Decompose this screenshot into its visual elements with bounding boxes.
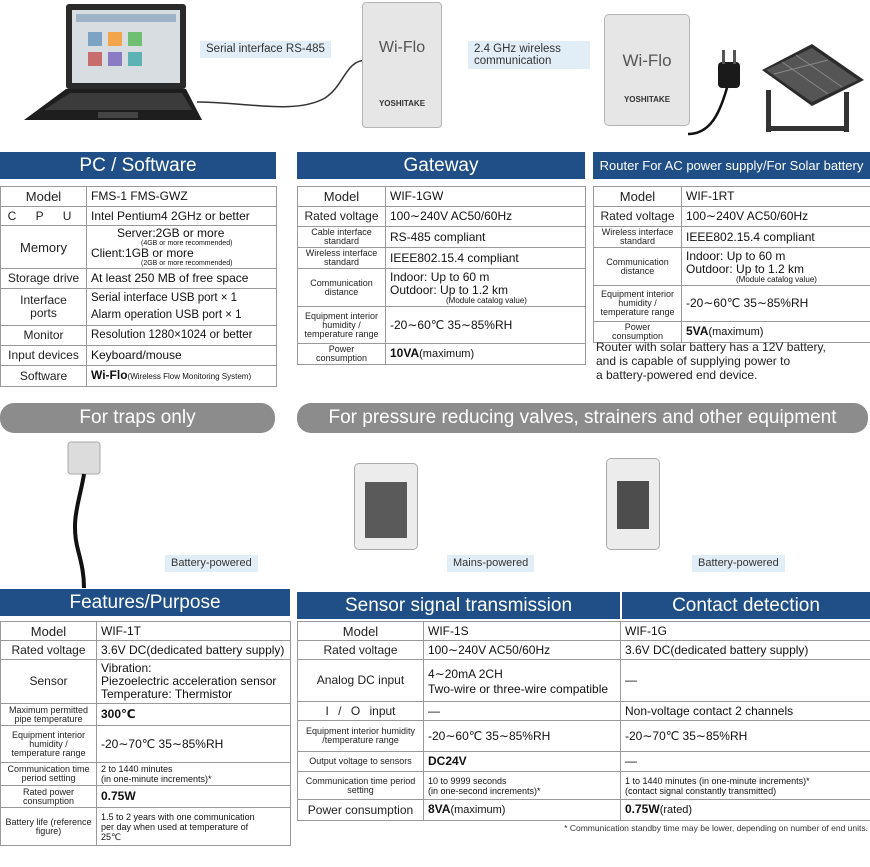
table-row <box>298 269 586 307</box>
row-key: Equipment interior humidity /temperature range <box>298 721 424 752</box>
table-row <box>1 326 277 346</box>
row-key: Rated power consumption <box>1 786 97 808</box>
router-note <box>596 340 868 382</box>
row-value <box>386 344 586 365</box>
row-key: Equipment interior humidity / temperature range <box>298 307 386 344</box>
note-line: a battery-powered end device. <box>596 368 758 382</box>
row-value: 100∼240V AC50/60Hz <box>424 641 621 660</box>
table-row <box>1 346 277 366</box>
row-value: 3.6V DC(dedicated battery supply) <box>97 641 291 660</box>
row-value-2: WIF-1G <box>621 622 870 641</box>
table-row <box>298 227 586 248</box>
value-line: Two-wire or three-wire compatible <box>428 682 609 696</box>
value-line: (Module catalog value) <box>736 274 817 284</box>
row-key: Monitor <box>1 326 87 346</box>
row-key: Communication time period setting <box>298 772 424 800</box>
value-line: Outdoor: Up to 1.2 km <box>390 282 509 297</box>
memory-server: Server:2GB or more <box>117 226 225 240</box>
row-value: WIF-1S <box>424 622 621 641</box>
value-line: 25℃ <box>101 831 122 842</box>
row-key <box>1 289 87 326</box>
row-key: Wireless interface standard <box>298 248 386 269</box>
table-row <box>1 786 291 808</box>
pc-software-header: PC / Software <box>0 152 276 179</box>
value-line: Indoor: Up to 60 m <box>686 248 786 263</box>
row-value: -20∼60℃ 35∼85%RH <box>386 307 586 344</box>
value-line: 10 to 9999 seconds <box>428 775 507 786</box>
row-value <box>87 289 277 326</box>
router-device <box>604 14 690 126</box>
memory-client: Client:1GB or more <box>91 246 194 260</box>
row-value <box>87 226 277 269</box>
row-value: IEEE802.15.4 compliant <box>682 227 870 248</box>
laptop-illustration <box>18 2 203 127</box>
sensor-spec-table <box>297 621 870 821</box>
table-row <box>1 269 277 289</box>
footnote: * Communication standby time may be lower, depending on number of end units. <box>564 823 868 833</box>
value-main: 5VA <box>686 324 709 338</box>
table-row <box>594 207 870 227</box>
table-row <box>1 226 277 269</box>
table-row <box>298 800 870 821</box>
row-key: Maximum permitted pipe temperature <box>1 704 97 726</box>
value-line: per day when used at temperature of <box>101 821 249 832</box>
row-key: Output voltage to sensors <box>298 752 424 772</box>
row-value: FMS-1 FMS-GWZ <box>87 187 277 207</box>
table-row <box>298 660 870 702</box>
row-key: Rated voltage <box>594 207 682 227</box>
router-header: Router For AC power supply/For Solar battery <box>593 152 870 179</box>
row-value: — <box>424 702 621 721</box>
table-row <box>1 726 291 763</box>
table-row <box>1 704 291 726</box>
row-value: 300℃ <box>97 704 291 726</box>
row-value <box>97 660 291 704</box>
table-row <box>1 641 291 660</box>
row-value: RS-485 compliant <box>386 227 586 248</box>
contact-detection-header: Contact detection <box>622 592 870 619</box>
sensor-box-interior <box>365 482 407 538</box>
row-value <box>97 763 291 786</box>
key-line: ports <box>30 306 57 320</box>
table-row <box>298 344 586 365</box>
software-subtitle: (Wireless Flow Monitoring System) <box>127 372 252 381</box>
row-value: Resolution 1280×1024 or better <box>87 326 277 346</box>
table-row <box>298 641 870 660</box>
value-line: Piezoelectric acceleration sensor <box>101 674 277 688</box>
value-line: (in one-minute increments)* <box>101 774 212 784</box>
value-line: 2 to 1440 minutes <box>101 764 173 774</box>
row-value <box>386 269 586 307</box>
table-row <box>1 660 291 704</box>
row-key: Equipment interior humidity / temperature range <box>594 286 682 322</box>
row-value: 100∼240V AC50/60Hz <box>386 207 586 227</box>
features-spec-table <box>0 621 291 846</box>
gateway-header: Gateway <box>297 152 585 179</box>
row-value-2: — <box>621 660 870 702</box>
router-brand: Wi-Flo <box>622 51 672 70</box>
value-line: 1.5 to 2 years with one communication <box>101 811 255 822</box>
row-value: Keyboard/mouse <box>87 346 277 366</box>
row-key: Rated voltage <box>298 207 386 227</box>
table-row <box>298 207 586 227</box>
wireless-label: 2.4 GHz wireless communication <box>468 41 590 69</box>
trap-sensor-illustration <box>60 440 110 590</box>
row-key: Power consumption <box>298 800 424 821</box>
row-key: Model <box>298 622 424 641</box>
row-value: 100∼240V AC50/60Hz <box>682 207 870 227</box>
row-value-2: — <box>621 752 870 772</box>
table-row <box>594 187 870 207</box>
value-line: Alarm operation USB port × 1 <box>91 309 242 321</box>
row-key: Communication time period setting <box>1 763 97 786</box>
value-extra: (rated) <box>659 804 693 816</box>
table-row <box>298 702 870 721</box>
gateway-spec-table <box>297 186 586 365</box>
row-key: Storage drive <box>1 269 87 289</box>
note-line: Router with solar battery has a 12V battery, <box>596 340 826 354</box>
software-name: Wi-Flo <box>91 368 128 382</box>
solar-panel-illustration <box>752 40 867 135</box>
note-line: and is capable of supplying power to <box>596 354 791 368</box>
row-value: IEEE802.15.4 compliant <box>386 248 586 269</box>
table-row <box>298 622 870 641</box>
traps-section-pill: For traps only <box>0 403 275 433</box>
value-extra: (maximum) <box>708 326 764 338</box>
key-line: Interface <box>20 293 67 307</box>
value-line: Indoor: Up to 60 m <box>390 269 490 284</box>
battery-power-tag: Battery-powered <box>692 555 785 572</box>
row-key: Analog DC input <box>298 660 424 702</box>
row-value-2 <box>621 800 870 821</box>
row-key: Wireless interface standard <box>594 227 682 248</box>
gateway-maker: YOSHITAKE <box>378 99 426 108</box>
row-key: Input devices <box>1 346 87 366</box>
row-key: Model <box>1 187 87 207</box>
table-row <box>1 808 291 846</box>
row-key: Rated voltage <box>298 641 424 660</box>
row-key: Power consumption <box>298 344 386 365</box>
sensor-box-illustration <box>354 463 418 550</box>
value-extra: (maximum) <box>419 348 475 360</box>
row-key: C P U <box>1 207 87 226</box>
value-line: 4∼20mA 2CH <box>428 667 503 681</box>
router-maker: YOSHITAKE <box>623 95 671 104</box>
table-row <box>1 622 291 641</box>
memory-client-note: (2GB or more recommended) <box>141 260 233 267</box>
value-extra: (maximum) <box>450 804 506 816</box>
memory-server-note: (4GB or more recommended) <box>141 240 233 247</box>
table-row <box>1 187 277 207</box>
row-value: 0.75W <box>97 786 291 808</box>
contact-box-interior <box>617 481 649 529</box>
row-value-2: -20∼70℃ 35∼85%RH <box>621 721 870 752</box>
table-row <box>298 721 870 752</box>
row-key: Sensor <box>1 660 97 704</box>
row-value: -20∼60℃ 35∼85%RH <box>682 286 870 322</box>
value-line: Outdoor: Up to 1.2 km <box>686 261 805 276</box>
table-row <box>594 248 870 286</box>
table-row <box>594 227 870 248</box>
table-row <box>1 207 277 226</box>
row-key: Communication distance <box>298 269 386 307</box>
row-value: Intel Pentium4 2GHz or better <box>87 207 277 226</box>
pressure-section-pill: For pressure reducing valves, strainers and other equipment <box>297 403 868 433</box>
row-value <box>424 772 621 800</box>
trap-power-tag: Battery-powered <box>165 555 258 572</box>
row-value-2 <box>621 772 870 800</box>
pc-spec-table <box>0 186 277 387</box>
features-header: Features/Purpose <box>0 589 290 616</box>
row-value-2: Non-voltage contact 2 channels <box>621 702 870 721</box>
row-value: -20∼60℃ 35∼85%RH <box>424 721 621 752</box>
row-value <box>424 800 621 821</box>
row-value <box>424 660 621 702</box>
value-line: (contact signal constantly transmitted) <box>625 785 777 796</box>
table-row <box>298 248 586 269</box>
row-value: DC24V <box>424 752 621 772</box>
power-plug-icon <box>680 44 755 139</box>
row-key: Communication distance <box>594 248 682 286</box>
value-main: 0.75W <box>625 802 660 816</box>
row-key: Cable interface standard <box>298 227 386 248</box>
value-line: Vibration: <box>101 661 152 675</box>
table-row <box>298 752 870 772</box>
value-line: 1 to 1440 minutes (in one-minute increments)* <box>625 775 810 786</box>
row-value: WIF-1GW <box>386 187 586 207</box>
table-row <box>1 763 291 786</box>
row-key: Battery life (reference figure) <box>1 808 97 846</box>
value-main: 10VA <box>390 346 420 360</box>
row-value-2: 3.6V DC(dedicated battery supply) <box>621 641 870 660</box>
row-key: Power consumption <box>594 322 682 343</box>
row-value: WIF-1RT <box>682 187 870 207</box>
table-row <box>298 772 870 800</box>
value-line: (in one-second increments)* <box>428 785 541 796</box>
value-line: (Module catalog value) <box>446 295 527 305</box>
table-row <box>1 366 277 387</box>
row-key: Model <box>594 187 682 207</box>
row-value: -20∼70℃ 35∼85%RH <box>97 726 291 763</box>
row-key: Software <box>1 366 87 387</box>
table-row <box>298 307 586 344</box>
row-value <box>682 248 870 286</box>
value-line: Temperature: Thermistor <box>101 687 233 701</box>
row-value <box>97 808 291 846</box>
serial-interface-label: Serial interface RS-485 <box>200 41 331 58</box>
row-key: I / O input <box>298 702 424 721</box>
row-key: Model <box>1 622 97 641</box>
row-key: Rated voltage <box>1 641 97 660</box>
sensor-signal-header: Sensor signal transmission <box>297 592 620 619</box>
table-row <box>1 289 277 326</box>
contact-box-illustration <box>606 458 660 550</box>
value-main: 8VA <box>428 802 451 816</box>
row-value: WIF-1T <box>97 622 291 641</box>
table-row <box>594 286 870 322</box>
gateway-brand: Wi-Flo <box>378 39 426 56</box>
row-key: Model <box>298 187 386 207</box>
table-row <box>298 187 586 207</box>
value-line: Serial interface USB port × 1 <box>91 292 238 304</box>
row-value <box>87 366 277 387</box>
row-value: At least 250 MB of free space <box>87 269 277 289</box>
row-key: Equipment interior humidity / temperature range <box>1 726 97 763</box>
gateway-device <box>362 2 442 128</box>
router-spec-table <box>593 186 870 343</box>
mains-power-tag: Mains-powered <box>447 555 534 572</box>
row-key: Memory <box>1 226 87 269</box>
